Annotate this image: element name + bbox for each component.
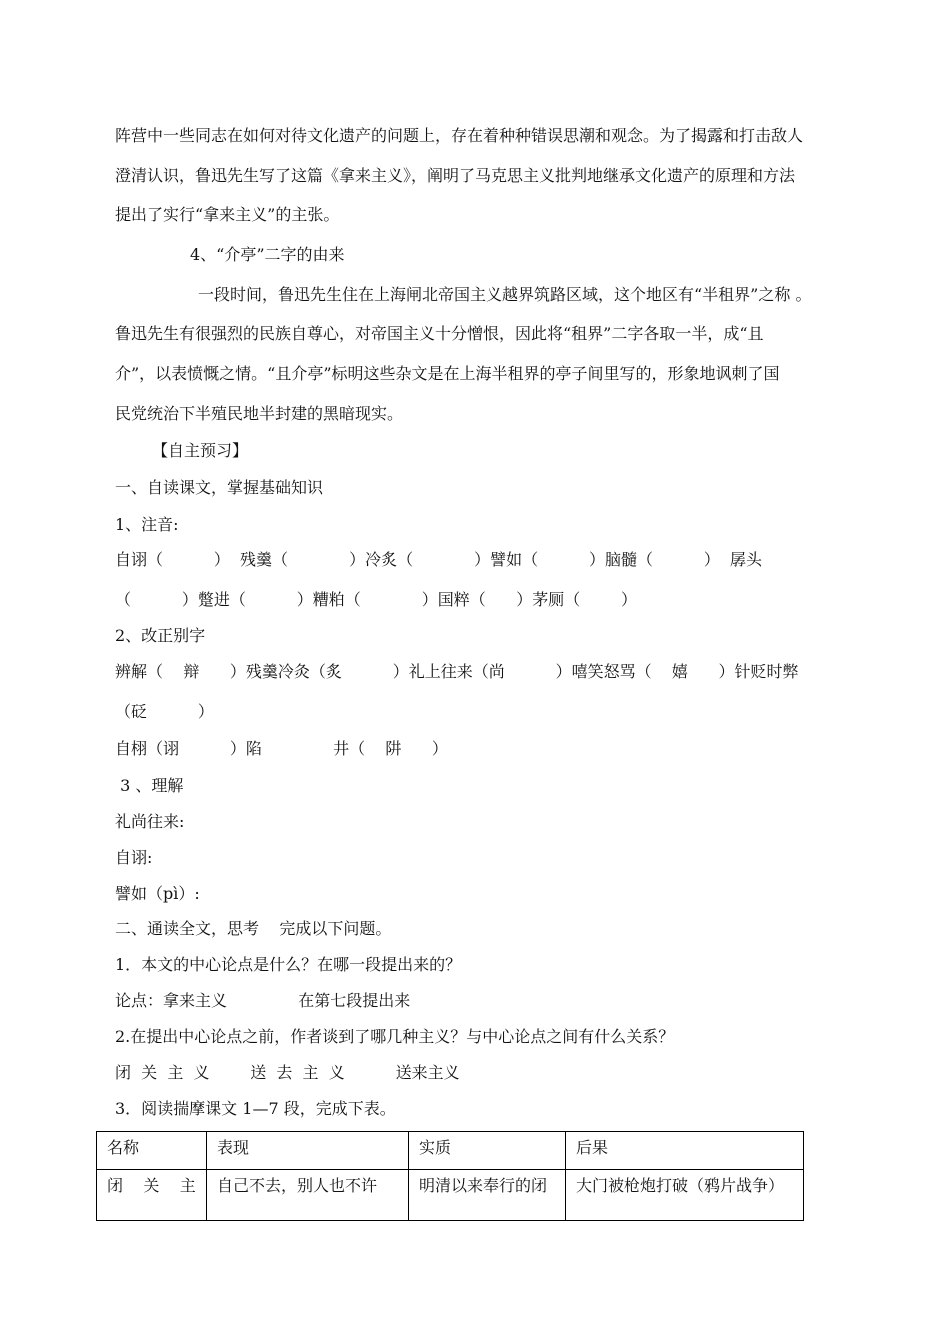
exercise-line: 譬如（pì）: — [115, 884, 200, 903]
table-header-cell: 后果 — [566, 1132, 804, 1170]
section-heading: 二、通读全文，思考 完成以下问题。 — [115, 919, 392, 938]
section-heading: 4、“介亭”二字的由来 — [190, 245, 345, 264]
section-heading: 一、自读课文，掌握基础知识 — [115, 478, 324, 497]
table-row — [97, 1170, 804, 1221]
paragraph-line: 阵营中一些同志在如何对待文化遗产的问题上，存在着种种错误思潮和观念。为了揭露和打击敌人 — [115, 126, 804, 145]
question-line: 3．阅读揣摩课文 1—7 段，完成下表。 — [115, 1099, 396, 1118]
paragraph-line: 民党统治下半殖民地半封建的黑暗现实。 — [115, 404, 404, 423]
item-heading: 2、改正别字 — [115, 626, 206, 645]
exercise-line: 礼尚往来: — [115, 812, 185, 831]
table-cell: 明清以来奉行的闭 — [409, 1170, 566, 1221]
exercise-line: 自栩（诩 ）陷 井（ 阱 ） — [115, 739, 448, 758]
section-heading: 【自主预习】 — [152, 441, 249, 460]
analysis-table — [96, 1131, 804, 1221]
table-cell: 自己不去，别人也不许 — [207, 1170, 409, 1221]
table-cell: 闭 关 主 — [97, 1170, 207, 1221]
paragraph-line: 提出了实行“拿来主义”的主张。 — [115, 205, 340, 224]
table-cell: 大门被枪炮打破（鸦片战争） — [566, 1170, 804, 1221]
question-line: 1．本文的中心论点是什么？在哪一段提出来的？ — [115, 955, 462, 974]
table-header-cell: 表现 — [207, 1132, 409, 1170]
item-heading: 3 、理解 — [115, 776, 184, 795]
paragraph-line: 介”，以表愤慨之情。“且介亭”标明这些杂文是在上海半租界的亭子间里写的，形象地讽刺了国 — [115, 364, 780, 383]
paragraph-line: 一段时间，鲁迅先生住在上海闸北帝国主义越界筑路区域，这个地区有“半租界”之称 。 — [198, 285, 812, 304]
table-header-row — [97, 1132, 804, 1170]
exercise-line: （ ）蹩进（ ）糟粕（ ）国粹（ ）茅厕（ ） — [115, 590, 637, 609]
table-header-cell: 实质 — [409, 1132, 566, 1170]
paragraph-line: 澄清认识，鲁迅先生写了这篇《拿来主义》，阐明了马克思主义批判地继承文化遗产的原理和方法 — [115, 166, 796, 185]
question-line: 2.在提出中心论点之前，作者谈到了哪几种主义？与中心论点之间有什么关系？ — [115, 1027, 675, 1046]
paragraph-line: 鲁迅先生有很强烈的民族自尊心，对帝国主义十分憎恨，因此将“租界”二字各取一半，成“且 — [115, 324, 764, 343]
exercise-line: （砭 ） — [115, 702, 214, 721]
item-heading: 1、注音: — [115, 515, 179, 534]
exercise-line: 自诩（ ） 残羹（ ）冷炙（ ）譬如（ ）脑髓（ ） 孱头 — [115, 550, 762, 569]
exercise-line: 辨解（ 辩 ）残羹冷灸（炙 ）礼上往来（尚 ）嘻笑怒骂（ 嬉 ）针贬时弊 — [115, 662, 799, 681]
answer-line: 论点：拿来主义 在第七段提出来 — [115, 991, 411, 1010]
exercise-line: 自诩: — [115, 848, 153, 867]
table-header-cell: 名称 — [97, 1132, 207, 1170]
answer-line: 闭 关 主 义 送 去 主 义 送来主义 — [115, 1063, 460, 1082]
